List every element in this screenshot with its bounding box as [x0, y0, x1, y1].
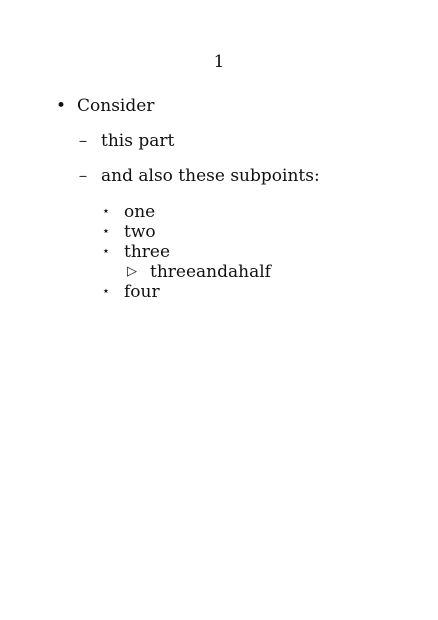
- star-icon: ⋆: [101, 284, 111, 299]
- list-item-consider: [55, 96, 415, 116]
- star-icon: ⋆: [101, 204, 111, 219]
- list-item-this-part: [77, 131, 397, 151]
- list-item-one: [100, 202, 360, 222]
- star-icon: ⋆: [101, 244, 111, 259]
- list-item-text: one: [124, 202, 156, 222]
- list-item-text: two: [124, 222, 156, 242]
- list-item-text: and also these subpoints:: [101, 166, 320, 186]
- list-item-subpoints-heading: [77, 166, 397, 186]
- list-item-three: [100, 242, 360, 262]
- triangle-icon: ▷: [127, 264, 137, 279]
- dash-icon: –: [78, 131, 88, 151]
- list-item-threeandahalf: [126, 262, 366, 282]
- list-item-four: [100, 282, 360, 302]
- list-item-text: this part: [101, 131, 175, 151]
- list-item-text: three: [124, 242, 171, 262]
- list-item-text: threeandahalf: [150, 262, 271, 282]
- list-item-text: Consider: [77, 96, 155, 116]
- list-item-text: four: [124, 282, 160, 302]
- page-number: 1: [213, 52, 225, 72]
- star-icon: ⋆: [101, 224, 111, 239]
- list-item-two: [100, 222, 360, 242]
- bullet-icon: •: [55, 96, 67, 116]
- dash-icon: –: [78, 166, 88, 186]
